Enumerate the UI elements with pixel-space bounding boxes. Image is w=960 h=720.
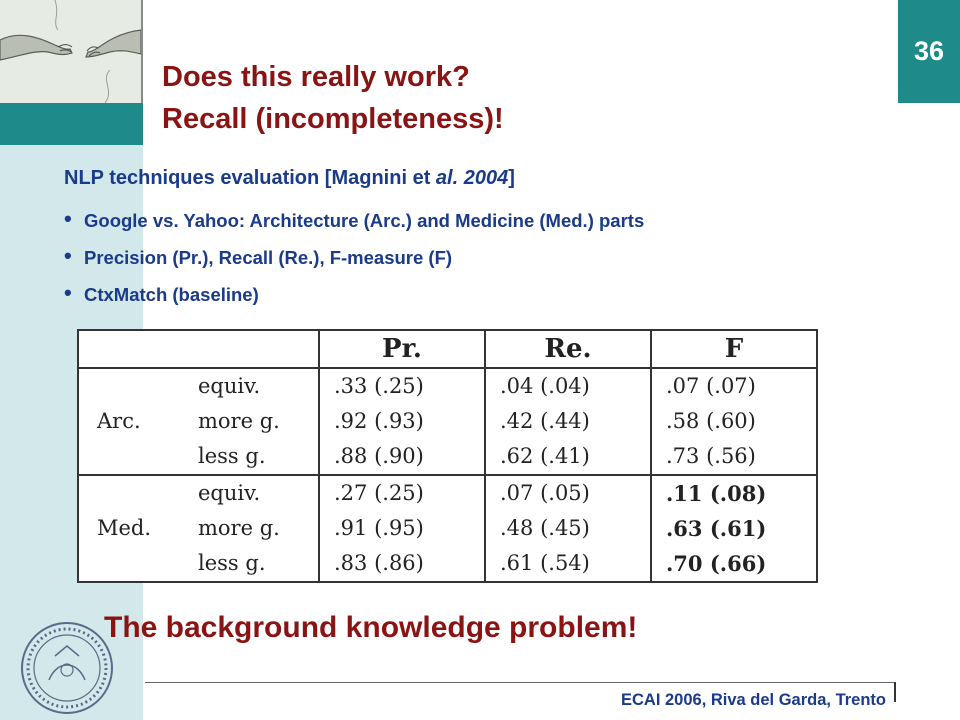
subtitle-suffix: ]: [508, 167, 515, 189]
cell-precision: .92 (.93): [319, 404, 485, 439]
bullet-dot-icon: •: [64, 243, 72, 268]
cell-precision: .33 (.25): [319, 368, 485, 404]
cell-recall: .42 (.44): [485, 404, 651, 439]
bullet-text: CtxMatch (baseline): [84, 284, 259, 305]
cell-f-measure: .73 (.56): [651, 439, 817, 475]
cell-f-measure: .63 (.61): [651, 511, 817, 546]
cell-precision: .91 (.95): [319, 511, 485, 546]
bullet-item: [64, 243, 644, 284]
bullet-item: [64, 206, 645, 247]
row-label: equiv.: [198, 368, 319, 404]
bullet-list: [64, 206, 645, 321]
teal-accent-block: [0, 103, 143, 145]
cell-recall: .62 (.41): [485, 439, 651, 475]
cell-recall: .61 (.54): [485, 546, 651, 582]
header-cell: [198, 330, 319, 368]
cell-f-measure: .58 (.60): [651, 404, 817, 439]
cell-recall: .04 (.04): [485, 368, 651, 404]
slide-title: [162, 56, 504, 140]
footer-divider: [145, 682, 895, 683]
results-table: [77, 329, 818, 583]
bullet-dot-icon: •: [64, 280, 72, 305]
row-label: less g.: [198, 546, 319, 582]
bullet-text: Precision (Pr.), Recall (Re.), F-measure (F): [84, 247, 453, 268]
cell-f-measure: .70 (.66): [651, 546, 817, 582]
page-number: 36: [913, 36, 945, 66]
table-row: [78, 368, 817, 404]
group-label: Arc.: [78, 368, 198, 475]
cell-f-measure: .07 (.07): [651, 368, 817, 404]
bullet-dot-icon: •: [64, 206, 72, 231]
slide-title-line-1: Does this really work?: [162, 61, 470, 93]
slide-subtitle: [64, 167, 515, 190]
row-label: less g.: [198, 439, 319, 475]
bullet-text: Google vs. Yahoo: Architecture (Arc.) and Medicine (Med.) parts: [84, 210, 645, 231]
table-row: [78, 475, 817, 511]
table-header-row: [78, 330, 817, 368]
row-label: equiv.: [198, 475, 319, 511]
cell-f-measure: .11 (.08): [651, 475, 817, 511]
cell-precision: .83 (.86): [319, 546, 485, 582]
footer-divider-tick: [894, 682, 896, 702]
cell-precision: .88 (.90): [319, 439, 485, 475]
bullet-item: [64, 280, 644, 321]
header-cell-recall: Re.: [485, 330, 651, 368]
creation-hands-icon: [0, 0, 141, 103]
row-label: more g.: [198, 511, 319, 546]
subtitle-italic: al. 2004: [435, 167, 509, 189]
cell-recall: .07 (.05): [485, 475, 651, 511]
header-cell-precision: Pr.: [319, 330, 485, 368]
group-label: Med.: [78, 475, 198, 582]
header-cell-f-measure: F: [651, 330, 817, 368]
header-cell: [78, 330, 198, 368]
subtitle-prefix: NLP techniques evaluation [Magnini et: [64, 167, 436, 189]
closing-statement: The background knowledge problem!: [104, 611, 638, 644]
footer-credit: ECAI 2006, Riva del Garda, Trento: [620, 691, 886, 709]
row-label: more g.: [198, 404, 319, 439]
cell-precision: .27 (.25): [319, 475, 485, 511]
university-seal-icon: [19, 620, 115, 716]
slide-title-line-2: Recall (incompleteness)!: [162, 103, 504, 135]
hands-logo-image: [0, 0, 143, 103]
page-number-tab: [895, 0, 960, 103]
cell-recall: .48 (.45): [485, 511, 651, 546]
